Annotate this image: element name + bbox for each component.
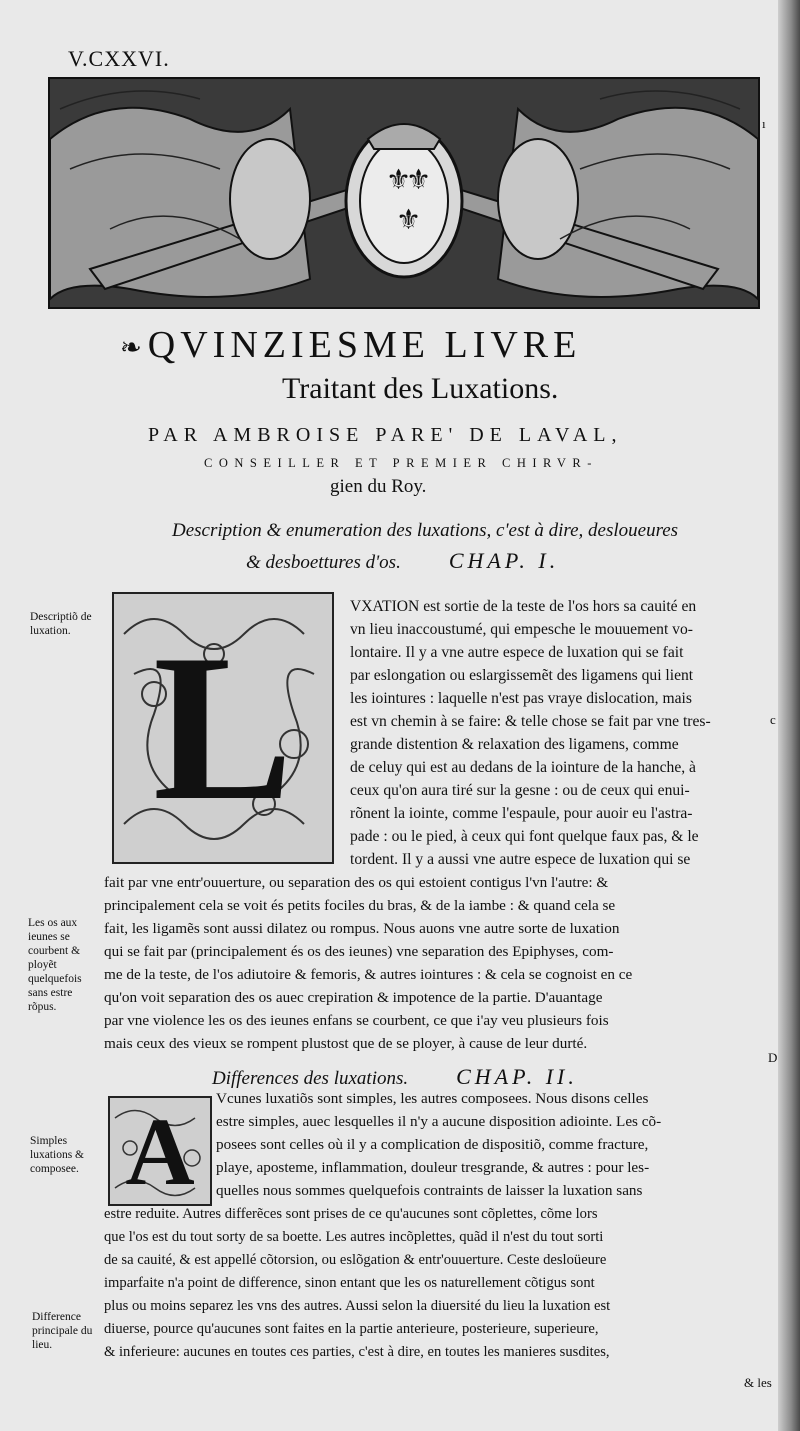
chapter-1-heading-line1: Description & enumeration des luxations, c'est à dire, desloueures — [172, 520, 679, 541]
dropcap-letter: L — [152, 611, 294, 844]
fleuron-ornament: ❧ — [120, 333, 142, 363]
chapter-1-line: pade : ou le pied, à ceux qui font quelque faux pas, & le — [350, 828, 699, 845]
chapter-1-heading-text: & desboettures d'os. — [246, 552, 401, 573]
svg-text:⚜: ⚜ — [406, 163, 432, 196]
chapter-2-line: Vcunes luxatiõs sont simples, les autres composees. Nous disons celles — [216, 1090, 649, 1107]
folio-number: V.CXXVI. — [68, 46, 170, 71]
chapter-1-line: est vn chemin à se faire: & telle chose se fait par vne tres- — [350, 713, 711, 730]
chapter-2-line: imparfaite n'a point de difference, sinon entant que les os naturellement cõtigus sont — [104, 1275, 595, 1291]
chapter-1-line: fait par vne entr'ouuerture, ou separation des os qui estoient contigus l'vn l'autre: & — [104, 874, 609, 891]
chapter-1-line: qui se fait par (principalement és os des ieunes) vne separation des Epiphyses, com- — [104, 943, 614, 960]
chapter-1-line: fait, les ligamẽs sont aussi dilatez ou rompus. Nous auons vne autre sorte de luxation — [104, 920, 620, 937]
chapter-2-heading-text: Differences des luxations. — [212, 1068, 409, 1089]
chapter-2-line: & inferieure: aucunes en toutes ces parties, c'est à dire, en toutes les manieres susdites, — [104, 1344, 610, 1360]
woodcut-banner — [48, 77, 760, 309]
chapter-1-line: vn lieu inaccoustumé, qui empesche le mouuement vo- — [350, 621, 693, 638]
chapter-2-line: posees sont celles où il y a complication de dispositiõ, comme fracture, — [216, 1136, 649, 1153]
book-title-text: QVINZIESME LIVRE — [147, 324, 582, 366]
chapter-2-line: estre simples, auec lesquelles il n'y a aucune disposition adiointe. Les cõ- — [216, 1113, 662, 1130]
chapter-2-heading — [212, 1064, 578, 1090]
chapter-1-line: VXATION est sortie de la teste de l'os hors sa cauité en — [350, 598, 697, 615]
chapter-2-line: plus ou moins separez les vns des autres. Aussi selon la diuersité du lieu la luxation est — [104, 1298, 611, 1314]
svg-text:⚜: ⚜ — [386, 163, 412, 196]
chapter-1-line: les iointures : laquelle n'est pas vraye dislocation, mais — [350, 690, 692, 707]
chapter-1-line: qu'on voit separation des os auec crepiration & impotence de la partie. D'auantage — [104, 989, 603, 1006]
edge-mark: ı — [762, 116, 766, 131]
chapter-2-line: playe, aposteme, inflammation, douleur tresgrande, & autres : pour les- — [216, 1159, 650, 1176]
chapter-1-line: principalement cela se voit és petits fociles du bras, & de la iambe : & quand cela se — [104, 897, 616, 914]
margin-note-description: Descriptiõ de luxation. — [30, 611, 92, 637]
edge-mark: D — [768, 1050, 778, 1065]
chapter-1-line: rõnent la iointe, comme l'espaule, pour auoir eu l'astra- — [350, 805, 693, 822]
chapter-1-label: CHAP. I. — [448, 548, 560, 573]
author-line: PAR AMBROISE PARE' DE LAVAL, — [148, 424, 623, 446]
author-office: CONSEILLER ET PREMIER CHIRVR- — [204, 456, 598, 470]
chapter-1-line: de celuy qui est au dedans de la iointure de la hanche, à — [350, 759, 696, 776]
chapter-2-line: estre reduite. Autres differẽces sont prises de ce qu'aucunes sont cõplettes, cõme lors — [104, 1206, 598, 1222]
chapter-1-line: par vne violence les os des ieunes enfans se courbent, ce que i'ay veu plusieurs fois — [104, 1012, 609, 1029]
svg-text:⚜: ⚜ — [396, 203, 422, 236]
catchword: & les — [744, 1375, 772, 1390]
chapter-2-line: de sa cauité, & est appellé cõtorsion, ou eslõgation & entr'ouuerture. Ceste desloüeure — [104, 1252, 607, 1268]
book-subtitle: Traitant des Luxations. — [282, 372, 559, 405]
chapter-1-line: par eslongation ou eslargissemẽt des ligamens qui lient — [350, 667, 694, 684]
book-spine-shadow — [778, 0, 800, 1431]
book-title — [120, 323, 770, 367]
chapter-2-line: que l'os est du tout sorty de sa boette. Les autres incõplettes, quãd il n'est du tout sorti — [104, 1229, 604, 1245]
chapter-1-line: lontaire. Il y a vne autre espece de luxation qui se fait — [350, 644, 684, 661]
chapter-2-label: CHAP. II. — [456, 1064, 578, 1089]
edge-mark: c — [770, 712, 776, 727]
chapter-2-dropcap — [108, 1096, 212, 1206]
chapter-1-line: grande distention & relaxation des ligamens, comme — [350, 736, 679, 753]
margin-note-simple-compound: Simples luxations & composee. — [30, 1135, 84, 1175]
chapter-1-line: mais ceux des vieux se rompent plustost que de se ployer, à cause de leur durté. — [104, 1035, 588, 1052]
chapter-2-line: diuerse, pource qu'aucunes sont faites en la partie anterieure, posterieure, superieure, — [104, 1321, 599, 1337]
margin-note-difference-place: Difference principale du lieu. — [32, 1311, 93, 1351]
woodcut-illustration — [50, 79, 758, 307]
author-office-end: gien du Roy. — [330, 476, 427, 497]
chapter-1-heading-line2 — [246, 548, 559, 574]
chapter-2-line: quelles nous sommes quelquefois contraints de laisser la luxation sans — [216, 1182, 643, 1199]
chapter-1-line: ceux qu'on aura tiré sur la gesne : ou de ceux qui enui- — [350, 782, 690, 799]
margin-note-young-bones: Les os aux ieunes se courbent & ployẽt quelquefois sans estre rõpus. — [28, 917, 82, 1013]
dropcap-letter: A — [125, 1097, 195, 1205]
chapter-1-line: me de la teste, de l'os adiutoire & femoris, & autres iointures : & cela se cognoist en ce — [104, 966, 633, 983]
chapter-1-dropcap — [112, 592, 334, 864]
chapter-1-line: tordent. Il y a aussi vne autre espece de luxation qui se — [350, 851, 691, 868]
